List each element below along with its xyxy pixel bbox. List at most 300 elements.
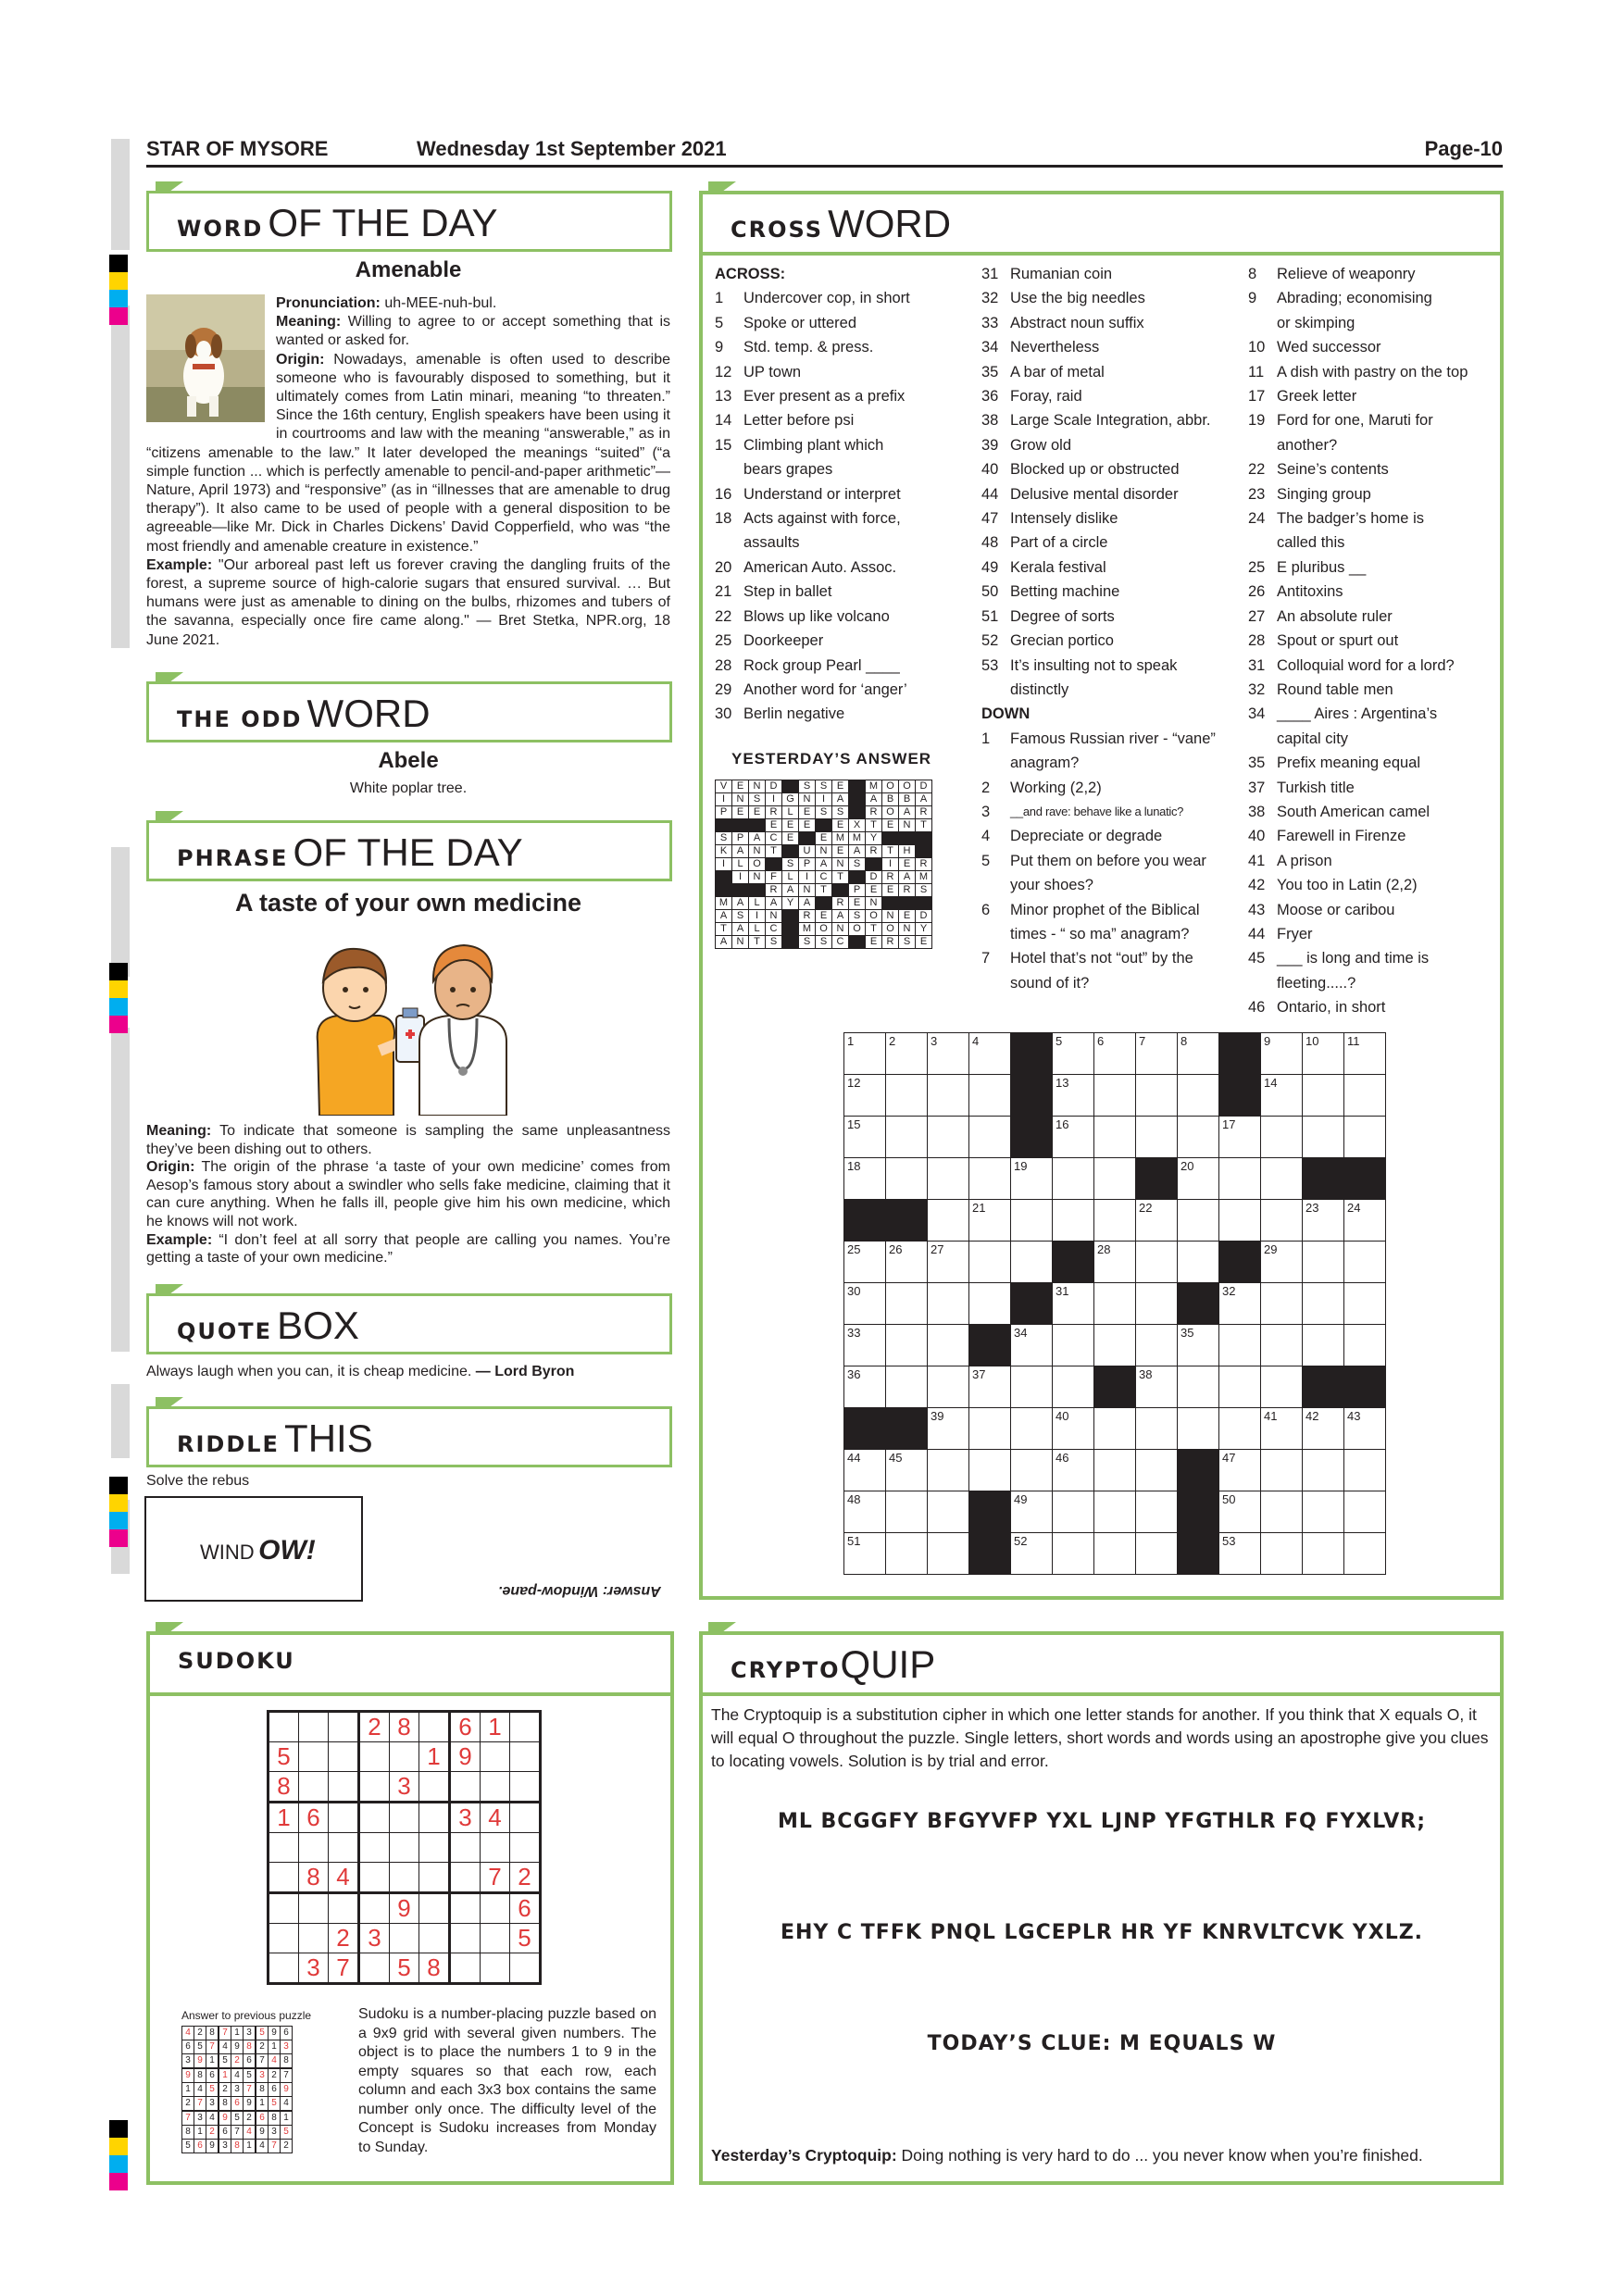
clue-item: 35 Prefix meaning equal [1248,755,1421,772]
black-square [886,1200,928,1242]
sudoku-cell[interactable] [481,1742,510,1772]
sudoku-cell[interactable] [390,1924,419,1953]
answer-cell: B [899,793,916,806]
answer-cell: C [816,871,832,884]
crossword-cell[interactable]: 48 [844,1491,886,1533]
crossword-cell[interactable] [1136,1533,1178,1575]
crossword-cell[interactable] [1053,1491,1094,1533]
crossword-cell[interactable] [1011,1366,1053,1408]
clue-item: 44 Fryer [1248,925,1313,942]
crossword-cell[interactable]: 1 [844,1033,886,1075]
across-clues-col2: 31 Rumanian coin 32 Use the big needles 33 Abstract noun suffix 34 Nevertheless 35 A bar of metal 36 Foray, raid 38 Large Scale Integration, abbr. 39 Grow old 40 Blocked up or obstructed 44 Delusive mental disorder 47 Intensely dislike 48 Part of a circle 49 Kerala festival 50 Betting machine 51 Degree of sorts 52 Grecian portico 53 It’s insulting not to speak distinctly DOWN 1 Famous Russian river - “vane” anagram? 2 Working (2,2) 3 __and rave: behave like a lunatic? 4 Depreciate or degrade 5 Put them on before you wear your shoes? 6 Minor prophet of the Biblical times - “ so ma” anagram? 7 Hotel that’s not “out” by the sound of it? [981,262,1227,995]
sudoku-cell[interactable] [419,1772,450,1803]
sudoku-cell[interactable] [390,1863,419,1893]
crossword-cell[interactable]: 28 [1094,1242,1136,1283]
sudoku-cell[interactable] [510,1772,541,1803]
black-square [1219,1075,1261,1117]
black-square [886,1408,928,1450]
sudoku-cell[interactable] [450,1833,481,1863]
clue-item: 4 Depreciate or degrade [981,828,1163,845]
paper-name: STAR OF MYSORE [146,137,329,160]
solution-cell: 6 [182,2040,194,2054]
crossword-cell[interactable]: 32 [1219,1283,1261,1325]
quote-text: Always laugh when you can, it is cheap medicine. — Lord Byron [146,1364,575,1379]
crossword-cell[interactable] [1344,1491,1386,1533]
solution-cell: 6 [244,2054,256,2069]
crossword-cell[interactable] [1261,1325,1303,1366]
clue-item: 47 Intensely dislike [981,510,1118,528]
sudoku-cell[interactable] [481,1893,510,1924]
crossword-cell[interactable] [928,1533,969,1575]
crossword-cell[interactable] [1053,1200,1094,1242]
crossword-cell[interactable] [886,1366,928,1408]
crossword-cell[interactable] [1094,1283,1136,1325]
crossword-cell[interactable] [928,1450,969,1491]
crossword-cell[interactable] [886,1283,928,1325]
sudoku-cell[interactable] [481,1772,510,1803]
clue-item: 53 It’s insulting not to speak [981,656,1178,674]
sudoku-cell[interactable] [450,1893,481,1924]
crossword-cell[interactable] [1094,1450,1136,1491]
cryptoquip-header: CRYPTOQUIP [699,1631,1504,1696]
crossword-cell[interactable] [1344,1075,1386,1117]
crossword-cell[interactable] [886,1491,928,1533]
sudoku-cell[interactable] [329,1742,359,1772]
crossword-cell[interactable]: 38 [1136,1366,1178,1408]
crossword-cell[interactable]: 35 [1178,1325,1219,1366]
sudoku-cell[interactable] [481,1924,510,1953]
crossword-cell[interactable] [1094,1533,1136,1575]
crossword-cell[interactable] [1219,1408,1261,1450]
solution-cell: 2 [231,2054,244,2069]
crossword-cell[interactable]: 3 [928,1033,969,1075]
riddle-header: RIDDLE THIS [146,1406,672,1467]
answer-cell [732,819,749,832]
crossword-cell[interactable]: 17 [1219,1117,1261,1158]
crossword-cell[interactable] [969,1408,1011,1450]
answer-cell: M [716,897,732,910]
crossword-cell[interactable] [1053,1325,1094,1366]
sudoku-cell[interactable] [419,1803,450,1833]
crossword-cell[interactable] [1219,1325,1261,1366]
clue-item: 14 Letter before psi [715,412,855,430]
crossword-cell[interactable]: 45 [886,1450,928,1491]
sudoku-cell[interactable] [329,1712,359,1742]
crossword-cell[interactable] [1303,1242,1344,1283]
answer-cell [799,832,816,845]
crossword-cell[interactable]: 19 [1011,1158,1053,1200]
phrase-of-the-day-header: PHRASE OF THE DAY [146,820,672,881]
crossword-cell[interactable]: 8 [1178,1033,1219,1075]
answer-cell: D [916,780,932,793]
crossword-cell[interactable] [1178,1075,1219,1117]
sudoku-cell[interactable] [359,1772,390,1803]
crossword-cell[interactable] [1011,1408,1053,1450]
answer-cell: A [766,897,782,910]
crossword-cell[interactable] [1261,1491,1303,1533]
sudoku-cell[interactable] [450,1863,481,1893]
crossword-cell[interactable] [1303,1325,1344,1366]
crossword-cell[interactable] [1261,1117,1303,1158]
crossword-cell[interactable] [1261,1366,1303,1408]
crossword-grid [843,1032,1386,1575]
answer-cell: S [832,806,849,819]
sudoku-cell[interactable] [419,1712,450,1742]
sudoku-cell[interactable] [269,1833,299,1863]
answer-cell: A [749,832,766,845]
sudoku-cell[interactable] [419,1833,450,1863]
black-square [1011,1117,1053,1158]
crossword-cell[interactable] [1011,1450,1053,1491]
crossword-cell[interactable] [1178,1200,1219,1242]
crossword-cell[interactable] [1303,1491,1344,1533]
answer-cell: A [782,884,799,897]
crossword-cell[interactable] [1094,1158,1136,1200]
sudoku-cell[interactable] [419,1893,450,1924]
crossword-cell[interactable]: 20 [1178,1158,1219,1200]
sudoku-cell[interactable] [390,1833,419,1863]
sudoku-cell[interactable] [419,1863,450,1893]
crossword-cell[interactable]: 24 [1344,1200,1386,1242]
crossword-cell[interactable]: 4 [969,1033,1011,1075]
solution-cell: 8 [244,2040,256,2054]
crossword-cell[interactable] [1344,1242,1386,1283]
crossword-cell[interactable] [928,1200,969,1242]
crossword-cell[interactable] [886,1325,928,1366]
crossword-cell[interactable]: 12 [844,1075,886,1117]
answer-cell: S [799,780,816,793]
sudoku-cell[interactable] [359,1953,390,1984]
sudoku-cell: 3 [450,1803,481,1833]
phrase-title: A taste of your own medicine [234,889,582,917]
answer-cell: O [749,858,766,871]
crossword-cell[interactable]: 9 [1261,1033,1303,1075]
crossword-cell[interactable]: 21 [969,1200,1011,1242]
crossword-cell[interactable] [1219,1366,1261,1408]
sudoku-cell: 6 [510,1893,541,1924]
sudoku-cell[interactable] [419,1924,450,1953]
crossword-cell[interactable] [1261,1533,1303,1575]
crossword-cell[interactable] [928,1491,969,1533]
solution-cell: 1 [281,2111,293,2126]
clue-item: 21 Step in ballet [715,583,832,601]
sudoku-cell[interactable] [299,1893,329,1924]
answer-cell [882,832,899,845]
sudoku-cell: 2 [510,1863,541,1893]
sudoku-cell[interactable] [510,1712,541,1742]
sudoku-cell[interactable] [269,1863,299,1893]
answer-cell: N [832,858,849,871]
solution-cell: 6 [269,2083,281,2097]
clue-item: 1 Undercover cop, in short [715,290,910,307]
sudoku-cell[interactable] [359,1833,390,1863]
crossword-cell[interactable] [1094,1117,1136,1158]
black-square [1011,1075,1053,1117]
crossword-cell[interactable] [1344,1283,1386,1325]
crossword-cell[interactable]: 6 [1094,1033,1136,1075]
crossword-cell[interactable] [1261,1158,1303,1200]
crossword-cell[interactable] [969,1283,1011,1325]
clue-item: 30 Berlin negative [715,705,845,723]
crossword-cell[interactable] [1053,1366,1094,1408]
clue-item: your shoes? [1010,877,1093,894]
sudoku-cell: 1 [481,1712,510,1742]
solution-cell: 5 [194,2040,206,2054]
crossword-cell[interactable] [1178,1117,1219,1158]
crossword-cell[interactable]: 43 [1344,1408,1386,1450]
crossword-cell[interactable] [1261,1283,1303,1325]
crossword-cell[interactable]: 10 [1303,1033,1344,1075]
crossword-cell[interactable]: 23 [1303,1200,1344,1242]
sudoku-cell[interactable] [269,1924,299,1953]
sudoku-cell[interactable] [299,1712,329,1742]
crossword-cell[interactable] [969,1242,1011,1283]
sudoku-cell[interactable] [329,1772,359,1803]
sudoku-cell[interactable] [450,1924,481,1953]
crossword-cell[interactable] [1136,1450,1178,1491]
black-square [1011,1283,1053,1325]
answer-cell [716,819,732,832]
answer-cell: S [716,832,732,845]
crossword-cell[interactable] [928,1117,969,1158]
solution-cell: 7 [219,2027,231,2040]
clue-item: 20 American Auto. Assoc. [715,558,897,576]
crossword-cell[interactable]: 34 [1011,1325,1053,1366]
crossword-cell[interactable]: 41 [1261,1408,1303,1450]
sudoku-cell[interactable] [359,1803,390,1833]
sudoku-cell[interactable] [390,1803,419,1833]
crossword-cell[interactable] [1261,1200,1303,1242]
crossword-cell[interactable] [1178,1408,1219,1450]
crossword-cell[interactable]: 16 [1053,1117,1094,1158]
answer-cell: L [732,858,749,871]
crossword-cell[interactable] [1136,1075,1178,1117]
black-square [1178,1283,1219,1325]
crossword-cell[interactable]: 42 [1303,1408,1344,1450]
sudoku-cell[interactable] [299,1742,329,1772]
crossword-cell[interactable]: 14 [1261,1075,1303,1117]
clue-item: 12 UP town [715,363,802,381]
crossword-cell[interactable] [1011,1200,1053,1242]
answer-cell: A [916,793,932,806]
crossword-cell[interactable]: 31 [1053,1283,1094,1325]
sudoku-cell[interactable] [510,1833,541,1863]
crossword-cell[interactable] [1303,1075,1344,1117]
crossword-cell[interactable]: 29 [1261,1242,1303,1283]
crossword-cell[interactable] [1136,1491,1178,1533]
crossword-cell[interactable]: 53 [1219,1533,1261,1575]
black-square [844,1200,886,1242]
crossword-cell[interactable] [1094,1200,1136,1242]
crossword-cell[interactable] [1219,1158,1261,1200]
crossword-cell[interactable]: 18 [844,1158,886,1200]
crossword-cell[interactable]: 13 [1053,1075,1094,1117]
crossword-cell[interactable] [1219,1200,1261,1242]
sudoku-cell[interactable] [299,1833,329,1863]
sudoku-cell[interactable] [390,1742,419,1772]
answer-cell [849,793,866,806]
crossword-cell[interactable] [1136,1408,1178,1450]
crossword-cell[interactable]: 15 [844,1117,886,1158]
crossword-cell[interactable]: 30 [844,1283,886,1325]
crossword-cell[interactable]: 50 [1219,1491,1261,1533]
sudoku-cell[interactable] [299,1772,329,1803]
crossword-cell[interactable]: 51 [844,1533,886,1575]
solution-cell: 7 [182,2111,194,2126]
crossword-cell[interactable] [1053,1533,1094,1575]
crossword-cell[interactable] [1303,1117,1344,1158]
clue-item: 48 Part of a circle [981,534,1108,552]
clue-item: 40 Blocked up or obstructed [981,461,1180,479]
clue-item: 32 Use the big needles [981,290,1145,307]
yesterdays-answer-grid [715,780,932,949]
crossword-cell[interactable] [969,1075,1011,1117]
solution-cell: 8 [281,2054,293,2069]
crossword-cell[interactable] [886,1533,928,1575]
crossword-cell[interactable] [969,1117,1011,1158]
crossword-cell[interactable]: 52 [1011,1533,1053,1575]
answer-cell: C [766,923,782,936]
crossword-cell[interactable] [1094,1408,1136,1450]
sudoku-cell: 2 [329,1924,359,1953]
crossword-cell[interactable]: 36 [844,1366,886,1408]
solution-cell: 1 [219,2068,231,2083]
solution-cell: 1 [231,2027,244,2040]
crossword-cell[interactable]: 22 [1136,1200,1178,1242]
sudoku-cell[interactable] [359,1742,390,1772]
crossword-cell[interactable] [1094,1075,1136,1117]
black-square [1178,1450,1219,1491]
answer-cell: E [816,832,832,845]
crossword-cell[interactable]: 40 [1053,1408,1094,1450]
crossword-cell[interactable]: 49 [1011,1491,1053,1533]
sudoku-cell: 6 [299,1803,329,1833]
crossword-cell[interactable]: 44 [844,1450,886,1491]
crossword-cell[interactable] [969,1450,1011,1491]
crossword-cell[interactable] [1136,1242,1178,1283]
crossword-cell[interactable]: 5 [1053,1033,1094,1075]
crossword-cell[interactable] [1261,1450,1303,1491]
crossword-cell[interactable]: 37 [969,1366,1011,1408]
crossword-cell[interactable] [1178,1242,1219,1283]
clue-item: 36 Foray, raid [981,388,1082,406]
crossword-cell[interactable] [1303,1283,1344,1325]
sudoku-grid[interactable] [267,1710,542,1985]
crossword-cell[interactable] [1344,1533,1386,1575]
clue-item: 13 Ever present as a prefix [715,388,906,406]
sudoku-cell[interactable] [329,1893,359,1924]
clue-item: capital city [1277,730,1349,747]
crossword-cell[interactable]: 33 [844,1325,886,1366]
crossword-cell[interactable] [1136,1283,1178,1325]
answer-cell [849,936,866,949]
solution-cell: 3 [206,2097,219,2112]
crossword-cell[interactable] [928,1366,969,1408]
crossword-cell[interactable] [1094,1491,1136,1533]
clue-item: 37 Turkish title [1248,779,1355,796]
sudoku-cell[interactable] [510,1953,541,1984]
sudoku-cell[interactable] [510,1742,541,1772]
answer-cell: E [782,832,799,845]
crossword-cell[interactable]: 47 [1219,1450,1261,1491]
crossword-cell[interactable] [928,1158,969,1200]
crossword-cell[interactable]: 26 [886,1242,928,1283]
sudoku-cell[interactable] [510,1803,541,1833]
crossword-cell[interactable] [928,1325,969,1366]
answer-cell: M [799,923,816,936]
crossword-cell[interactable]: 11 [1344,1033,1386,1075]
crossword-cell[interactable] [1136,1117,1178,1158]
across-clues-col1: ACROSS: 1 Undercover cop, in short 5 Spoke or uttered 9 Std. temp. & press. 12 UP town 13 Ever present as a prefix 14 Letter before psi 15 Climbing plant which bears grapes 16 Understand or interpret 18 Acts against with force, assaults 20 American Auto. Assoc. 21 Step in ballet 22 Blows up like volcano 25 Doorkeeper 28 Rock group Pearl ____ 29 Another word for ‘anger’ 30 Berlin negative [715,262,965,727]
solution-cell: 8 [269,2111,281,2126]
crossword-cell[interactable] [1011,1242,1053,1283]
answer-cell: I [816,793,832,806]
clue-item: 1 Famous Russian river - “vane” [981,730,1216,747]
answer-cell: R [899,884,916,897]
black-square [1219,1242,1261,1283]
sudoku-cell[interactable] [269,1953,299,1984]
crossword-cell[interactable] [886,1075,928,1117]
crossword-cell[interactable]: 25 [844,1242,886,1283]
solution-cell: 9 [281,2083,293,2097]
crossword-cell[interactable] [886,1117,928,1158]
crossword-cell[interactable]: 27 [928,1242,969,1283]
crossword-cell[interactable] [1344,1325,1386,1366]
answer-cell [782,936,799,949]
crossword-cell[interactable] [1303,1533,1344,1575]
crossword-cell[interactable] [1136,1325,1178,1366]
answer-cell: T [766,845,782,858]
crossword-cell[interactable] [1303,1450,1344,1491]
crossword-cell[interactable] [1344,1117,1386,1158]
sudoku-cell[interactable] [329,1803,359,1833]
answer-cell [916,897,932,910]
sudoku-cell[interactable] [299,1924,329,1953]
crossword-cell[interactable]: 2 [886,1033,928,1075]
crossword-cell[interactable] [1344,1450,1386,1491]
crossword-cell[interactable] [1094,1325,1136,1366]
crossword-cell[interactable] [969,1158,1011,1200]
answer-cell [782,910,799,923]
solution-cell: 4 [269,2054,281,2069]
sudoku-cell[interactable] [481,1953,510,1984]
sudoku-cell[interactable] [481,1833,510,1863]
crossword-cell[interactable]: 39 [928,1408,969,1450]
crossword-cell[interactable]: 46 [1053,1450,1094,1491]
answer-cell: H [899,845,916,858]
sudoku-cell[interactable] [269,1712,299,1742]
sudoku-cell[interactable] [359,1893,390,1924]
sudoku-cell: 1 [419,1742,450,1772]
solution-cell: 6 [231,2097,244,2112]
crossword-cell[interactable] [928,1075,969,1117]
crossword-cell[interactable] [886,1158,928,1200]
answer-cell: M [849,832,866,845]
clue-item: 2 Working (2,2) [981,779,1102,796]
sudoku-cell[interactable] [359,1863,390,1893]
sudoku-cell[interactable] [450,1953,481,1984]
crossword-cell[interactable] [1053,1158,1094,1200]
crossword-cell[interactable] [928,1283,969,1325]
sudoku-cell[interactable] [329,1833,359,1863]
solution-cell: 9 [194,2054,206,2069]
answer-cell: A [899,806,916,819]
crossword-cell[interactable] [1178,1366,1219,1408]
crossword-cell[interactable]: 7 [1136,1033,1178,1075]
sudoku-cell[interactable] [269,1893,299,1924]
sudoku-cell[interactable] [450,1772,481,1803]
clue-item: 18 Acts against with force, [715,510,901,528]
